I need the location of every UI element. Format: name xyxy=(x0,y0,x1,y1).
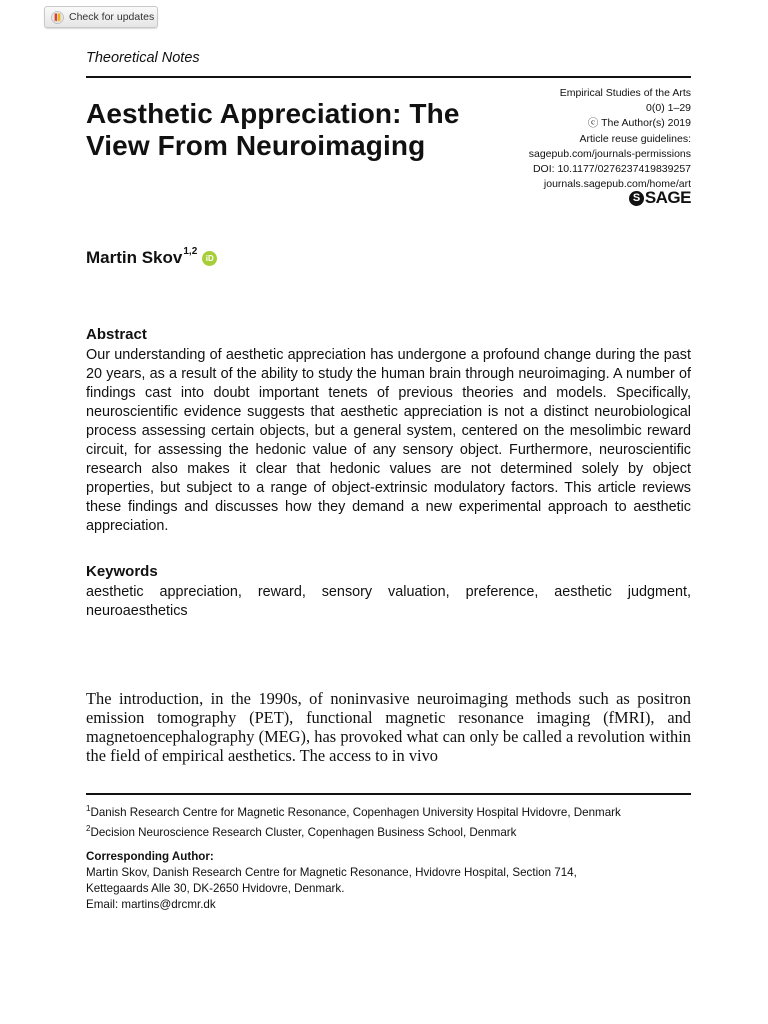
affiliation-1 xyxy=(86,801,696,821)
affiliation-2-text: Decision Neuroscience Research Cluster, Copenhagen Business School, Denmark xyxy=(90,825,517,839)
header-rule xyxy=(86,76,691,78)
crossmark-icon xyxy=(51,11,64,24)
sage-badge-icon: S xyxy=(629,191,644,206)
section-label: Theoretical Notes xyxy=(86,50,200,66)
introduction-paragraph: The introduction, in the 1990s, of noninvasive neuroimaging methods such as positron emission tomography (PET), functional magnetic resonance imaging (fMRI), and magnetoencephalography (MEG), has provoked what can only be called a revolution within the field of empirical aesthetics. The access to in vivo xyxy=(86,689,691,765)
author-affiliation-marks: 1,2 xyxy=(183,246,198,257)
copyright-notice: ⓒ The Author(s) 2019 xyxy=(587,117,691,130)
journal-volume: 0(0) 1–29 xyxy=(646,102,691,115)
author-line xyxy=(86,248,217,268)
corresponding-author-line-2: Kettegaards Alle 30, DK-2650 Hvidovre, Denmark. xyxy=(86,881,345,895)
reuse-guidelines-label: Article reuse guidelines: xyxy=(579,132,691,145)
sage-logo xyxy=(629,188,691,208)
abstract-text: Our understanding of aesthetic appreciation has undergone a profound change during the past 20 years, as a result of the ability to study the human brain through neuroimaging. A number of findings cast into doubt important tenets of previous theories and models. Specifically, neuroscientific evidence suggests that aesthetic appreciation is not a distinct neurobiological process assessing certain objects, but a general system, centered on the mesolimbic reward circuit, for assessing the hedonic value of any sensory object. Furthermore, neuroscientific research also makes it clear that hedonic values are not determined solely by object properties, but subject to a range of object-extrinsic modulatory factors. This article reviews these findings and discusses how they demand a new experimental approach to aesthetic appreciation. xyxy=(86,347,691,534)
footnotes xyxy=(86,801,696,913)
reuse-guidelines-link[interactable]: sagepub.com/journals-permissions xyxy=(528,147,691,160)
journal-info xyxy=(529,86,691,192)
orcid-icon[interactable]: iD xyxy=(202,251,217,266)
footnote-rule xyxy=(86,793,691,795)
affiliation-2 xyxy=(86,821,696,841)
doi-link[interactable]: DOI: 10.1177/0276237419839257 xyxy=(532,163,691,176)
check-for-updates-label: Check for updates xyxy=(69,11,155,23)
journal-homepage-link[interactable]: journals.sagepub.com/home/art xyxy=(543,178,691,191)
check-for-updates-button[interactable] xyxy=(44,6,158,28)
corresponding-author-heading: Corresponding Author: xyxy=(86,849,214,863)
journal-name: Empirical Studies of the Arts xyxy=(559,87,691,99)
affiliation-2-mark: 2 xyxy=(86,823,91,833)
affiliation-1-mark: 1 xyxy=(86,804,91,813)
article-title: Aesthetic Appreciation: The View From Neuroimaging xyxy=(86,98,460,161)
corresponding-author-email[interactable]: Email: martins@drcmr.dk xyxy=(86,897,216,911)
affiliation-1-text: Danish Research Centre for Magnetic Resonance, Copenhagen University Hospital Hvidovre, Denmark xyxy=(90,805,621,819)
author-name: Martin Skov xyxy=(86,248,183,267)
abstract-heading: Abstract xyxy=(86,326,147,343)
sage-logo-text: SAGE xyxy=(644,188,691,207)
keywords-heading: Keywords xyxy=(86,563,158,580)
corresponding-author-line-1: Martin Skov, Danish Research Centre for Magnetic Resonance, Hvidovre Hospital, Section 714, xyxy=(86,865,577,879)
keywords-text: aesthetic appreciation, reward, sensory valuation, preference, aesthetic judgment, neuroaesthetics xyxy=(86,584,691,619)
